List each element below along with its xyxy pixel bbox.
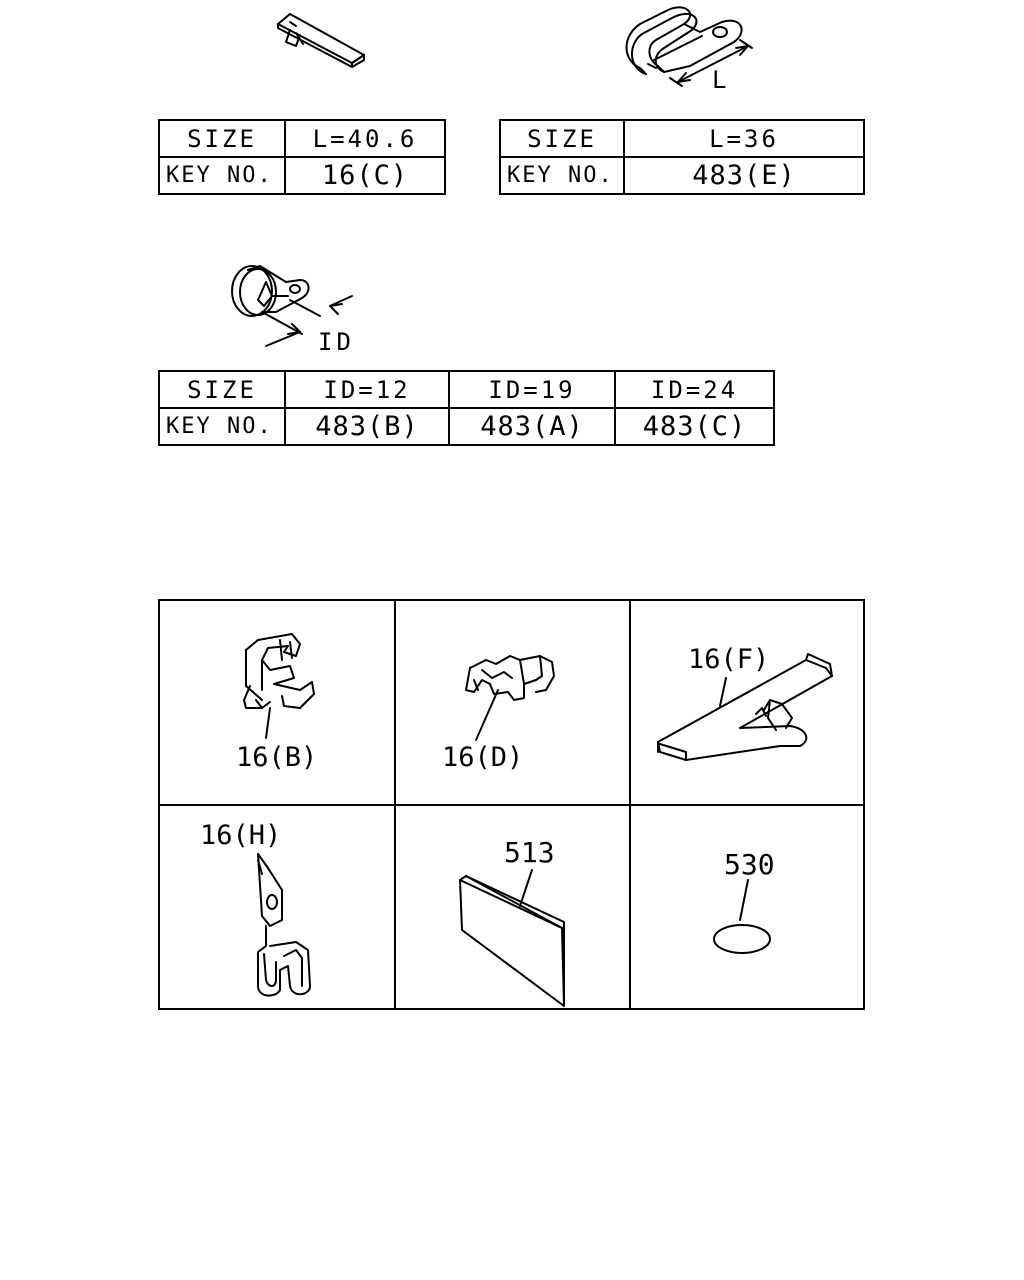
loop-clamp-long-icon (627, 7, 753, 86)
size-value: ID=24 (615, 371, 774, 408)
key-no-header: KEY NO. (159, 408, 285, 445)
size-value: ID=12 (285, 371, 449, 408)
key-no-value: 483(B) (285, 408, 449, 445)
key-no-value: 16(C) (285, 157, 445, 194)
callout-16d: 16(D) (442, 742, 524, 773)
size-value: L=36 (624, 120, 864, 157)
size-header: SIZE (159, 120, 285, 157)
parts-grid (158, 599, 865, 1010)
key-no-value: 483(E) (624, 157, 864, 194)
size-table-483e (499, 119, 865, 195)
callout-530: 530 (724, 848, 775, 881)
strip-clip-icon (278, 14, 364, 67)
size-table-16c (158, 119, 446, 195)
dimension-l-label: L (712, 66, 727, 94)
key-no-header: KEY NO. (159, 157, 285, 194)
size-value: L=40.6 (285, 120, 445, 157)
callout-16f: 16(F) (688, 644, 770, 675)
callout-16b: 16(B) (236, 742, 318, 773)
callout-16h: 16(H) (200, 820, 282, 851)
key-no-value: 483(C) (615, 408, 774, 445)
grid-divider (160, 804, 863, 806)
dimension-id-label: ID (318, 328, 355, 356)
key-no-value: 483(A) (449, 408, 615, 445)
size-table-483-id (158, 370, 775, 446)
key-no-header: KEY NO. (500, 157, 624, 194)
callout-513: 513 (504, 836, 555, 869)
size-value: ID=19 (449, 371, 615, 408)
size-header: SIZE (159, 371, 285, 408)
size-header: SIZE (500, 120, 624, 157)
